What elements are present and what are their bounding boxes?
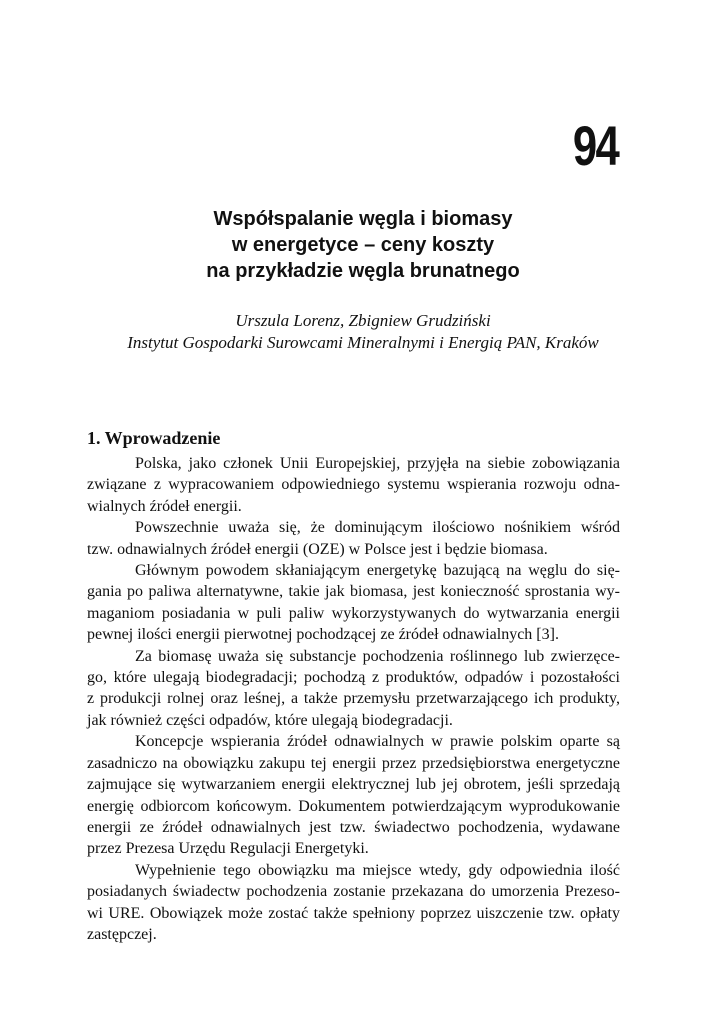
text-line: Koncepcje wspierania źródeł odnawialnych w prawie polskim oparte są [135,733,620,751]
page-number: 94 [572,114,618,177]
paragraph [87,860,620,946]
text-line: zasadniczo na obowiązku zakupu tej energii przez przedsiębiorstwa energetyczne [87,754,620,772]
text-line: z produkcji rolnej oraz leśnej, a także przemysłu przetwarzającego ich produkty, [87,690,620,708]
author-affiliation: Instytut Gospodarki Surowcami Mineralnymi i Energią PAN, Kraków [127,333,599,352]
text-line: tzw. odnawialnych źródeł energii (OZE) w Polsce jest i będzie biomasa. [87,540,548,558]
paragraph [87,453,620,517]
text-line: związane z wypracowaniem odpowiedniego systemu wspierania rozwoju odna- [87,476,620,494]
paragraph [87,731,620,859]
text-line: zajmujące się wytwarzaniem energii elektrycznej lub jej obrotem, jeśli sprzedają [87,776,620,794]
text-line: energii ze źródeł odnawialnych jest tzw. świadectwo pochodzenia, wydawane [87,818,620,836]
text-line: posiadanych świadectw pochodzenia zostanie przekazana do umorzenia Prezeso- [87,883,620,901]
text-line: Głównym powodem skłaniającym energetykę bazującą na węglu do się- [135,562,620,580]
title-line: w energetyce – ceny koszty [231,234,495,256]
text-line: Za biomasę uważa się substancje pochodzenia roślinnego lub zwierzęce- [135,647,620,665]
text-line: go, które ulegają biodegradacji; pochodzą z produktów, odpadów i pozostałości [87,669,620,687]
author-names: Urszula Lorenz, Zbigniew Grudziński [235,311,491,330]
text-line: Wypełnienie tego obowiązku ma miejsce wtedy, gdy odpowiednia ilość [135,861,620,879]
text-line: jak również części odpadów, które ulegają biodegradacji. [87,711,453,729]
text-line: energię odbiorcom końcowym. Dokumentem potwierdzającym wyprodukowanie [87,797,620,815]
text-line: zastępczej. [87,925,157,943]
title-line: Współspalanie węgla i biomasy [213,208,513,230]
paragraph [87,646,620,732]
text-line: Powszechnie uważa się, że dominującym ilościowo nośnikiem wśród [135,519,620,537]
text-line: wialnych źródeł energii. [87,497,242,515]
text-line: gania po paliwa alternatywne, takie jak biomasa, jest konieczność sprostania wy- [87,583,620,601]
text-line: maganiom posiadania w puli paliw wykorzystywanych do wytwarzania energii [87,604,620,622]
paper-title [0,206,726,284]
title-line: na przykładzie węgla brunatnego [206,260,520,282]
paragraph [87,560,620,646]
text-line: wi URE. Obowiązek może zostać także spełniony poprzez uiszczenie tzw. opłaty [87,904,620,922]
section-heading: 1. Wprowadzenie [87,428,221,448]
text-line: przez Prezesa Urzędu Regulacji Energetyki. [87,840,369,858]
author-block [0,310,726,354]
text-line: pewnej ilości energii pierwotnej pochodzącej ze źródeł odnawialnych [3]. [87,626,559,644]
paragraph [87,517,620,560]
text-line: Polska, jako członek Unii Europejskiej, przyjęła na siebie zobowiązania [135,455,620,472]
section-body [87,453,620,945]
